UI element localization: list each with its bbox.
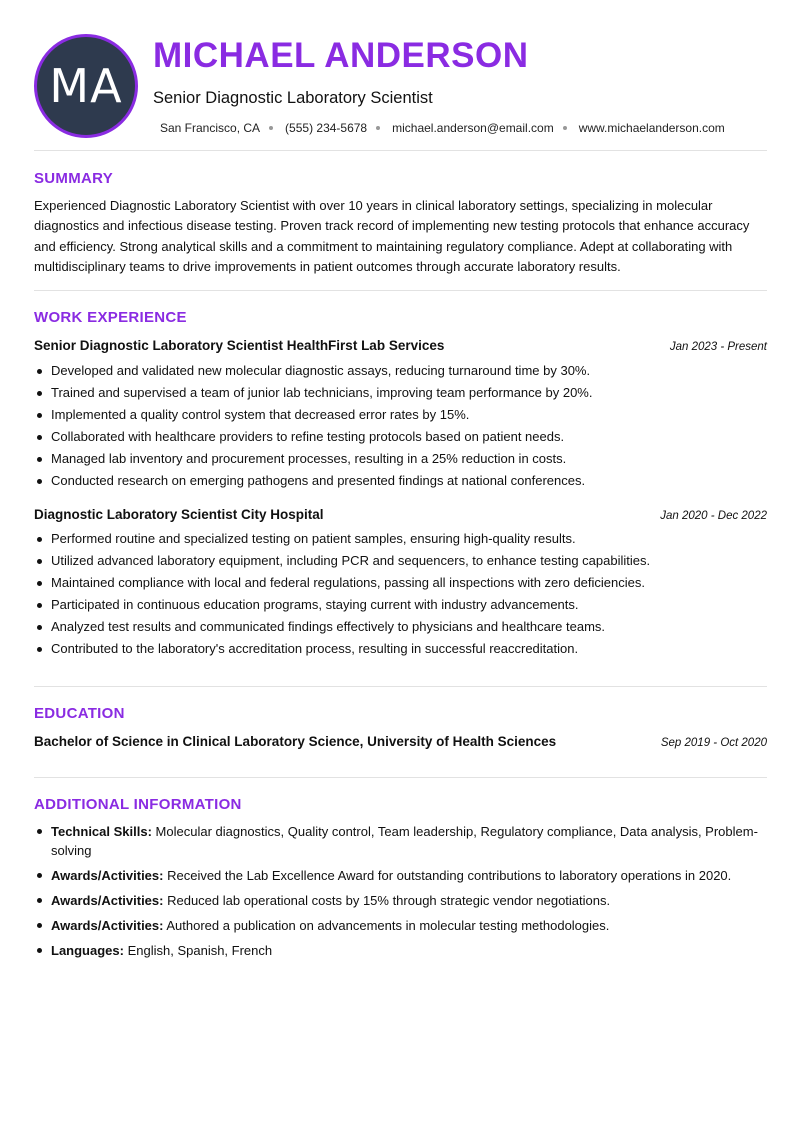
divider — [34, 150, 767, 151]
separator-dot — [563, 126, 567, 130]
list-item — [34, 822, 767, 860]
list-item — [34, 866, 767, 885]
item-label: Awards/Activities: — [51, 868, 164, 883]
list-item: Trained and supervised a team of junior lab technicians, improving team performance by 20%. — [34, 382, 767, 404]
item-label: Technical Skills: — [51, 824, 152, 839]
list-item — [34, 891, 767, 910]
education-date: Sep 2019 - Oct 2020 — [660, 737, 767, 749]
divider — [34, 290, 767, 291]
job-title: Senior Diagnostic Laboratory Scientist — [153, 89, 433, 107]
item-label: Awards/Activities: — [51, 918, 164, 933]
list-item: Maintained compliance with local and federal regulations, passing all inspections with zero deficiencies. — [34, 572, 767, 594]
contact-line — [160, 121, 725, 135]
list-item: Collaborated with healthcare providers to refine testing protocols based on patient needs. — [34, 426, 767, 448]
degree: Bachelor of Science in Clinical Laboratory Science, University of Health Sciences — [34, 734, 557, 749]
list-item: Conducted research on emerging pathogens and presented findings at national conferences. — [34, 470, 767, 492]
separator-dot — [269, 126, 273, 130]
additional-list — [34, 822, 767, 966]
list-item — [34, 916, 767, 935]
job-role: Senior Diagnostic Laboratory Scientist HealthFirst Lab Services — [34, 338, 445, 353]
experience-heading: WORK EXPERIENCE — [34, 309, 187, 326]
list-item: Contributed to the laboratory's accreditation process, resulting in successful reaccreditation. — [34, 638, 767, 660]
job-header — [34, 507, 767, 522]
contact-email[interactable]: michael.anderson@email.com — [392, 121, 554, 135]
contact-location: San Francisco, CA — [160, 121, 261, 135]
summary-heading: SUMMARY — [34, 170, 114, 187]
list-item: Developed and validated new molecular diagnostic assays, reducing turnaround time by 30%. — [34, 360, 767, 382]
list-item: Managed lab inventory and procurement processes, resulting in a 25% reduction in costs. — [34, 448, 767, 470]
avatar — [34, 34, 138, 138]
job-date: Jan 2020 - Dec 2022 — [660, 510, 767, 522]
item-text: Molecular diagnostics, Quality control, Team leadership, Regulatory compliance, Data analysis, Problem-solving — [51, 824, 758, 858]
list-item: Implemented a quality control system that decreased error rates by 15%. — [34, 404, 767, 426]
summary-text: Experienced Diagnostic Laboratory Scientist with over 10 years in clinical laboratory settings, specializing in molecular diagnostics and infectious disease testing. Proven track record of implementing new testing protocols that enhance accuracy and efficiency. Strong analytical skills and a commitment to maintaining regulatory compliance. Adept at collaborating with multidisciplinary teams to drive improvements in patient outcomes through accurate laboratory results. — [34, 198, 750, 274]
list-item — [34, 941, 767, 960]
item-text: Received the Lab Excellence Award for outstanding contributions to laboratory operations in 2020. — [167, 868, 732, 883]
item-text: English, Spanish, French — [127, 943, 273, 958]
contact-phone: (555) 234-5678 — [285, 121, 368, 135]
list-item: Analyzed test results and communicated findings effectively to physicians and healthcare teams. — [34, 616, 767, 638]
list-item: Utilized advanced laboratory equipment, including PCR and sequencers, to enhance testing capabilities. — [34, 550, 767, 572]
divider — [34, 777, 767, 778]
list-item: Participated in continuous education programs, staying current with industry advancements. — [34, 594, 767, 616]
candidate-name: MICHAEL ANDERSON — [153, 36, 529, 75]
item-text: Reduced lab operational costs by 15% through strategic vendor negotiations. — [167, 893, 611, 908]
contact-website[interactable]: www.michaelanderson.com — [578, 121, 725, 135]
job-bullets — [34, 528, 767, 660]
education-entry — [34, 734, 767, 749]
job-date: Jan 2023 - Present — [669, 341, 767, 353]
item-label: Languages: — [51, 943, 124, 958]
job-role: Diagnostic Laboratory Scientist City Hospital — [34, 507, 324, 522]
job-header — [34, 338, 767, 353]
item-text: Authored a publication on advancements in molecular testing methodologies. — [166, 918, 610, 933]
item-label: Awards/Activities: — [51, 893, 164, 908]
divider — [34, 686, 767, 687]
list-item: Performed routine and specialized testing on patient samples, ensuring high-quality results. — [34, 528, 767, 550]
avatar-initials: MA — [49, 59, 123, 113]
additional-heading: ADDITIONAL INFORMATION — [34, 796, 242, 813]
education-heading: EDUCATION — [34, 705, 125, 722]
job-bullets — [34, 360, 767, 492]
separator-dot — [376, 126, 380, 130]
